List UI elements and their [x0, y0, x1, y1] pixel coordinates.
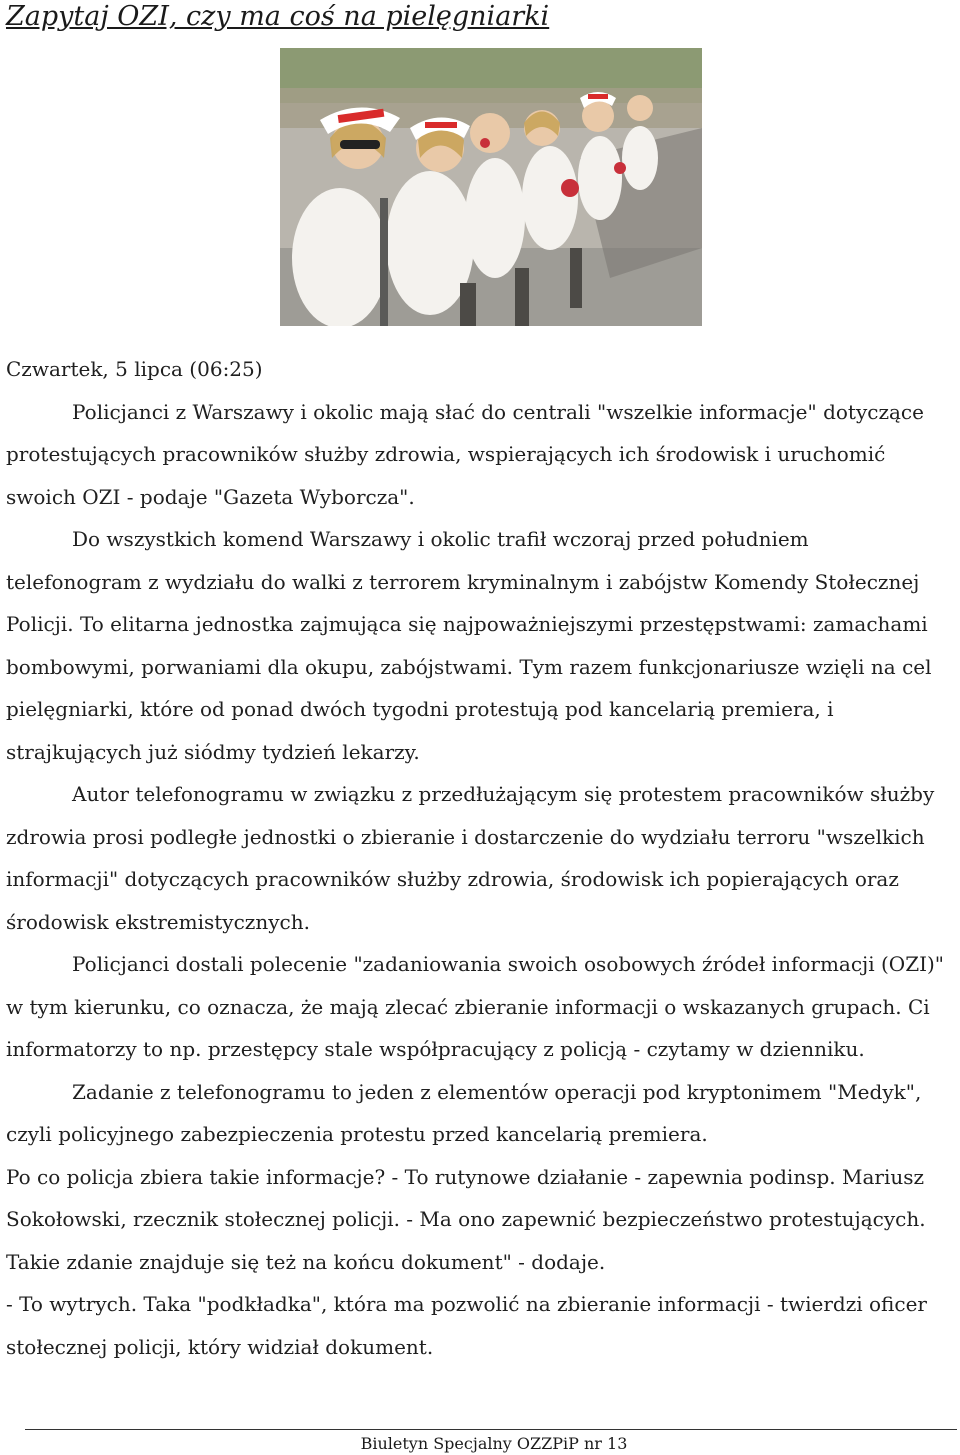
article-body	[6, 348, 946, 1368]
article-dateline: Czwartek, 5 lipca (06:25)	[6, 357, 263, 381]
article-paragraph: Do wszystkich komend Warszawy i okolic trafił wczoraj przed południem telefonogram z wydziału do walki z terrorem kryminalnym i zabójstw Komendy Stołecznej Policji. To elitarna jednostka zajmująca się najpoważniejszymi przestępstwami: zamachami bombowymi, porwaniami dla okupu, zabójstwami. Tym razem funkcjonariusze wzięli na cel pielęgniarki, które od ponad dwóch tygodni protestują pod kancelarią premiera, i strajkujących już siódmy tydzień lekarzy.	[6, 527, 932, 764]
article-paragraph: Policjanci dostali polecenie "zadaniowania swoich osobowych źródeł informacji (OZI)" w tym kierunku, co oznacza, że mają zlecać zbieranie informacji o wskazanych grupach. Ci informatorzy to np. przestępcy stale współpracujący z policją - czytamy w dzienniku.	[6, 952, 945, 1061]
article-paragraph: Policjanci z Warszawy i okolic mają słać do centrali "wszelkie informacje" dotyczące protestujących pracowników służby zdrowia, wspierających ich środowisk i uruchomić swoich OZI - podaje "Gazeta Wyborcza".	[6, 399, 924, 509]
nurses-protest-photo	[280, 48, 702, 326]
photo-illustration	[280, 48, 702, 326]
article-title: Zapytaj OZI, czy ma coś na pielęgniarki	[6, 1, 550, 32]
page-footer: Biuletyn Specjalny OZZPiP nr 13	[360, 1434, 628, 1453]
article-paragraph: Zadanie z telefonogramu to jeden z elementów operacji pod kryptonimem "Medyk", czyli policyjnego zabezpieczenia protestu przed kancelarią premiera.	[6, 1079, 922, 1146]
article-paragraph: Autor telefonogramu w związku z przedłużającym się protestem pracowników służby zdrowia prosi podległe jednostki o zbieranie i dostarczenie do wydziału terroru "wszelkich informacji" dotyczących pracowników służby zdrowia, środowisk ich popierających oraz środowisk ekstremistycznych.	[6, 782, 935, 934]
article-paragraph: Po co policja zbiera takie informacje? - To rutynowe działanie - zapewnia podinsp. Mariusz Sokołowski, rzecznik stołecznej policji. - Ma ono zapewnić bezpieczeństwo protestujących. Takie zdanie znajduje się też na końcu dokument" - dodaje.	[6, 1164, 926, 1274]
footer-divider	[25, 1429, 957, 1430]
article-paragraph: - To wytrych. Taka "podkładka", która ma pozwolić na zbieranie informacji - twierdzi oficer stołecznej policji, który widział dokument.	[6, 1292, 927, 1359]
